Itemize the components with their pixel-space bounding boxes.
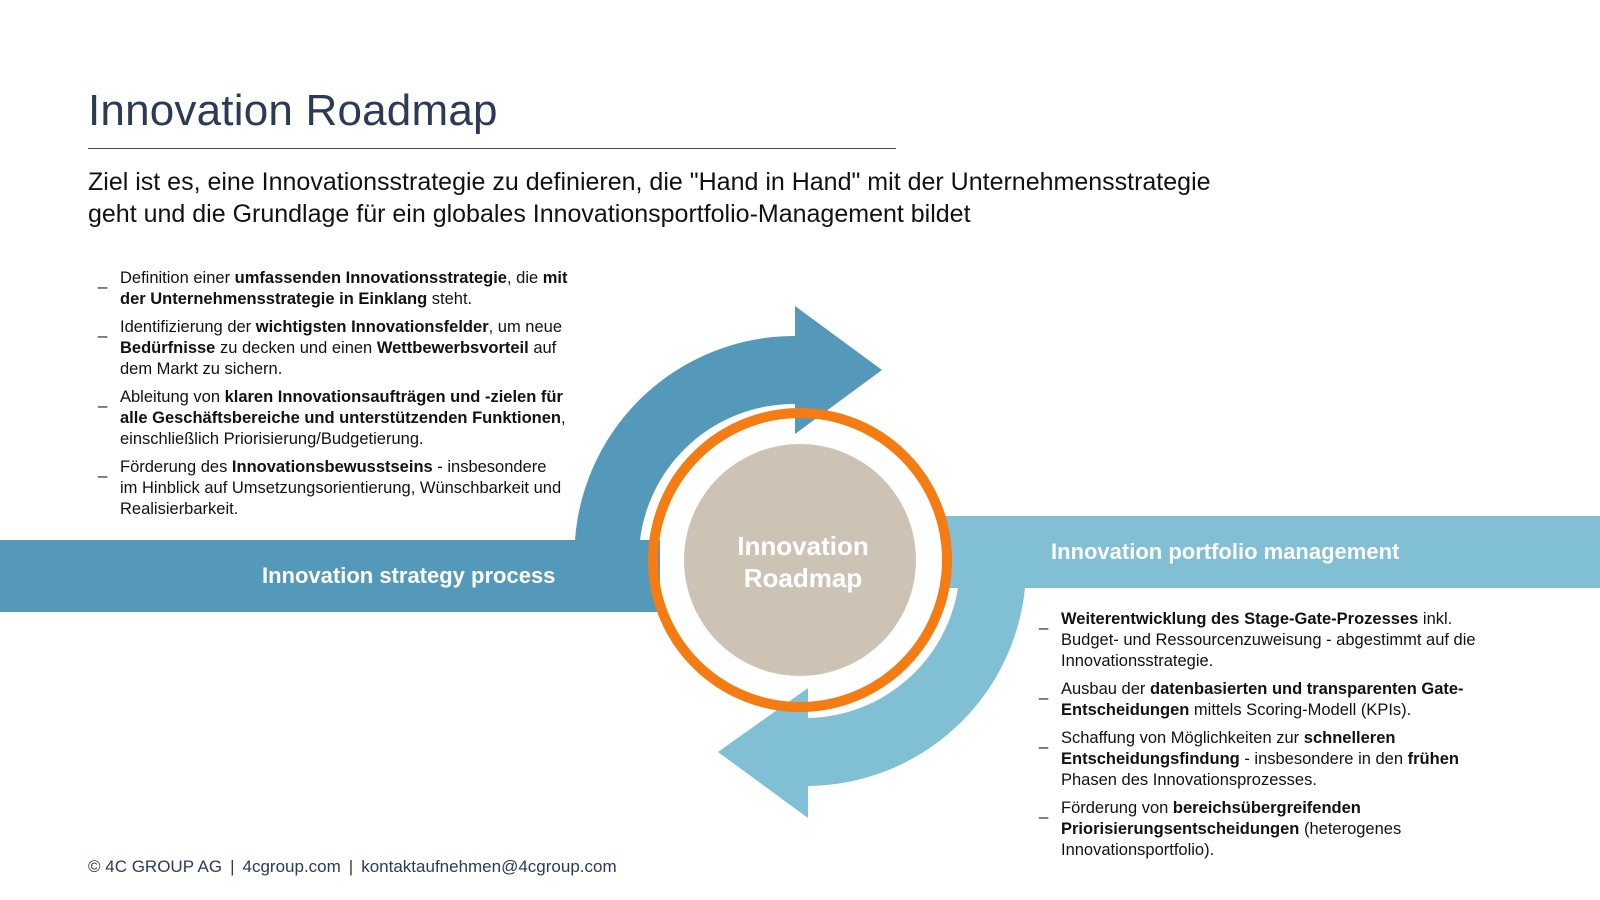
bullet-text: , die xyxy=(506,269,543,287)
subtitle-line-2: geht und die Grundlage für ein globales Innovationsportfolio-Management bildet xyxy=(88,200,971,228)
bullet-text: , einschließlich Priorisierung/Budgetierung. xyxy=(120,409,566,448)
bullet-bold-text: frühen xyxy=(1407,750,1459,768)
bullet-text: Förderung von xyxy=(1061,799,1173,817)
footer-separator: | xyxy=(230,857,235,876)
bullet-text: Phasen des Innovationsprozesses. xyxy=(1061,771,1317,789)
portfolio-bullet-list xyxy=(1029,609,1509,868)
bullet-bold-text: Innovationsbewusstseins xyxy=(231,458,433,476)
bullet-item xyxy=(88,457,568,520)
bullet-bold-text: klaren Innovationsaufträgen und -zielen für alle Geschäftsbereiche und unterstützenden Funktionen xyxy=(120,388,563,427)
bullet-bold-text: umfassenden Innovationsstrategie xyxy=(234,269,507,287)
bullet-item xyxy=(88,387,568,450)
bullet-bold-text: Wettbewerbsvorteil xyxy=(376,339,529,357)
bullet-text: Definition einer xyxy=(120,269,235,287)
bullet-bold-text: datenbasierten und transparenten Gate-Entscheidungen xyxy=(1061,680,1464,719)
center-label-line-2: Roadmap xyxy=(743,563,863,593)
bullet-text: mittels Scoring-Modell (KPIs). xyxy=(1189,701,1412,719)
strategy-bullet-list xyxy=(88,268,568,527)
footer-website-link[interactable]: 4cgroup.com xyxy=(242,857,341,876)
bullet-item xyxy=(1029,798,1509,861)
bullet-bold-text: schnelleren Entscheidungsfindung xyxy=(1061,729,1396,768)
footer xyxy=(88,857,617,877)
bullet-item xyxy=(88,317,568,380)
bullet-text: Identifizierung der xyxy=(120,318,256,336)
subtitle-line-1: Ziel ist es, eine Innovationsstrategie zu definieren, die "Hand in Hand" mit der Unternehmensstrategie xyxy=(88,168,1211,196)
page-title: Innovation Roadmap xyxy=(88,86,498,135)
bullet-bold-text: Bedürfnisse xyxy=(120,339,216,357)
bullet-text: zu decken und einen xyxy=(215,339,377,357)
bullet-item xyxy=(88,268,568,310)
bullet-bold-text: wichtigsten Innovationsfelder xyxy=(255,318,489,336)
bullet-bold-text: Weiterentwicklung des Stage-Gate-Prozesses xyxy=(1061,610,1419,628)
footer-separator: | xyxy=(348,857,354,876)
bullet-text: - insbesondere in den xyxy=(1239,750,1408,768)
bullet-text: inkl. Budget- und Ressourcenzuweisung - abgestimmt auf die Innovationsstrategie. xyxy=(1061,610,1476,670)
bullet-bold-text: bereichsübergreifenden Priorisierungsentscheidungen xyxy=(1061,799,1361,838)
bullet-text: auf dem Markt zu sichern. xyxy=(120,339,557,378)
footer-email-link[interactable]: kontaktaufnehmen@4cgroup.com xyxy=(361,857,617,876)
footer-company: © 4C GROUP AG xyxy=(88,857,223,876)
bullet-text: Förderung des xyxy=(120,458,232,476)
bullet-text: Ausbau der xyxy=(1061,680,1150,698)
bullet-text: - insbesondere im Hinblick auf Umsetzungsorientierung, Wünschbarkeit und Realisierbarkeit. xyxy=(120,458,562,518)
bullet-item xyxy=(1029,728,1509,791)
bullet-bold-text: mit der Unternehmensstrategie in Einklang xyxy=(120,269,568,308)
center-label xyxy=(683,530,923,594)
bullet-text: Schaffung von Möglichkeiten zur xyxy=(1061,729,1304,747)
bullet-item xyxy=(1029,679,1509,721)
bullet-text: , um neue xyxy=(488,318,563,336)
portfolio-management-label: Innovation portfolio management xyxy=(1051,539,1400,564)
bullet-item xyxy=(1029,609,1509,672)
strategy-process-label: Innovation strategy process xyxy=(262,563,556,588)
bullet-text: Ableitung von xyxy=(120,388,225,406)
bullet-text: steht. xyxy=(427,290,473,308)
center-label-line-1: Innovation xyxy=(737,531,869,561)
bullet-text: (heterogenes Innovationsportfolio). xyxy=(1061,820,1402,859)
